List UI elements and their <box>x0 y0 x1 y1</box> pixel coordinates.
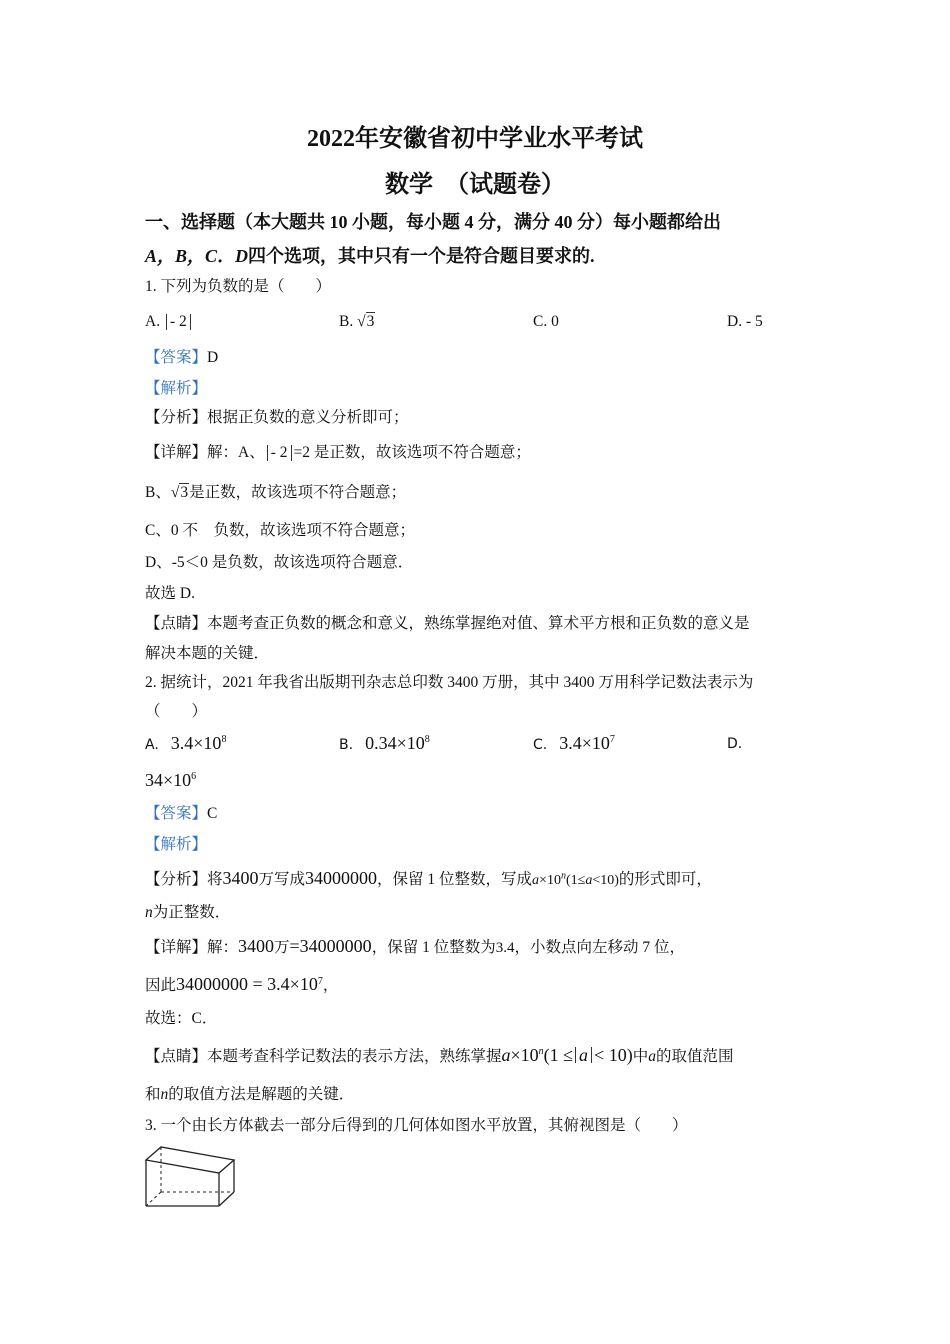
q3-stem: 3. 一个由长方体截去一部分后得到的几何体如图水平放置，其俯视图是（ ） <box>145 1117 688 1134</box>
q1-option-a <box>145 312 193 332</box>
q2-stem: 2. 据统计，2021 年我省出版期刊杂志总印数 3400 万册，其中 3400 万用科学记数法表示为 <box>145 674 754 691</box>
q2-option-c-label: C. <box>533 737 548 753</box>
q2-stem-2: （ ） <box>145 703 208 720</box>
q1-option-b-sqrt: √3 <box>357 313 375 330</box>
q1-stem: 1. 下列为负数的是（ ） <box>145 278 332 295</box>
q1-line-b <box>145 483 406 503</box>
section-heading-line2 <box>145 242 595 268</box>
q1-option-d <box>727 312 763 332</box>
q1-option-b <box>339 312 375 332</box>
q2-analysis: 【分析】将3400万写成34000000，保留 1 位整数，写成$a\times 10^n(1\le a<10)$的形式即可， <box>145 868 712 888</box>
q1-choose: 故选 D. <box>145 585 195 602</box>
q1-line-d: D、-5＜0 是负数，故该选项符合题意． <box>145 554 414 571</box>
answer-tag: 【答案】 <box>145 805 208 822</box>
page-title: 2022年安徽省初中学业水平考试 <box>307 126 643 152</box>
q1-analysis-tag: 【解析】 <box>145 380 208 397</box>
q2-analysis-tag: 【解析】 <box>145 836 208 853</box>
answer-tag: 【答案】 <box>145 349 208 366</box>
q2-choose: 故选：C． <box>145 1010 218 1027</box>
q2-detail: 【详解】解：3400万=34000000，保留 1 位整数为3.4，小数点向左移动 7 位， <box>145 936 685 956</box>
q2-analysis-formula: $a\times 10^n(1\le a<10)$ <box>532 870 619 888</box>
q2-therefore: 因此$34000000 = 3.4\times 10^7$， <box>145 974 339 994</box>
q2-option-b-value: $0.34\times 10^8$ <box>365 733 430 753</box>
q1-analysis: 【分析】根据正负数的意义分析即可； <box>145 409 409 426</box>
q1-option-b-label: B. <box>339 313 354 330</box>
q3-solid-figure <box>140 1142 240 1212</box>
q1-option-b-value: 3 <box>366 313 375 330</box>
q1-detail-abs: - 2 <box>267 445 292 461</box>
q1-detail-prefix: 【详解】解：A、 <box>145 444 265 461</box>
q2-comment: 【点睛】本题考查科学记数法的表示方法，熟练掌握$a\times 10^n(1 \le a < 10)$中a的取值范围 <box>145 1045 734 1065</box>
q2-analysis-2: n为正整数． <box>145 904 231 921</box>
q1-line-b-sqrt: √3 <box>170 484 189 501</box>
page-subtitle: 数学 （试题卷） <box>385 172 565 198</box>
q1-line-b-value: 3 <box>180 484 189 501</box>
q2-option-a-label: A. <box>145 737 159 753</box>
q2-option-d-label: D. <box>727 736 743 752</box>
q2-option-b-label: B. <box>339 737 354 753</box>
q1-option-d-label: D. <box>727 313 743 330</box>
q2-option-b <box>339 733 430 754</box>
q2-option-a <box>145 733 226 754</box>
q1-option-a-value: - 2 <box>166 314 191 330</box>
section-heading: 一、选择题（本大题共 10 小题，每小题 4 分，满分 40 分）每小题都给出 <box>145 212 721 232</box>
q2-answer <box>145 804 217 824</box>
q1-detail-suffix: =2 是正数，故该选项不符合题意； <box>293 444 531 461</box>
q2-option-c-value: $3.4\times 10^7$ <box>559 733 615 753</box>
q2-option-d-value: $34\times 10^6$ <box>145 770 197 790</box>
q1-answer <box>145 348 218 368</box>
answer-value: C <box>207 805 218 822</box>
q1-option-c: C. 0 <box>533 313 559 330</box>
q1-line-b-suffix: 是正数，故该选项不符合题意； <box>189 484 407 501</box>
q1-option-d-value: - 5 <box>745 313 763 330</box>
q1-line-c: C、0 不 负数，故该选项不符合题意； <box>145 522 415 539</box>
q1-option-a-label: A. <box>145 313 161 330</box>
q2-comment-2: 和n的取值方法是解题的关键． <box>145 1086 355 1103</box>
q2-option-c <box>533 733 615 754</box>
q2-option-a-value: $3.4\times 10^8$ <box>170 733 227 753</box>
section-heading-rest: 四个选项，其中只有一个是符合题目要求的. <box>248 246 595 266</box>
q1-comment-2: 解决本题的关键． <box>145 645 270 662</box>
q1-comment: 【点睛】本题考查正负数的概念和意义，熟练掌握绝对值、算术平方根和正负数的意义是 <box>145 615 750 632</box>
q1-line-b-prefix: B、 <box>145 484 171 501</box>
q1-detail <box>145 443 531 463</box>
q2-comment-formula: $a\times 10^n(1 \le a < 10)$ <box>501 1045 633 1065</box>
answer-value: D <box>207 349 219 366</box>
option-letters: A，B，C．D <box>145 246 249 266</box>
